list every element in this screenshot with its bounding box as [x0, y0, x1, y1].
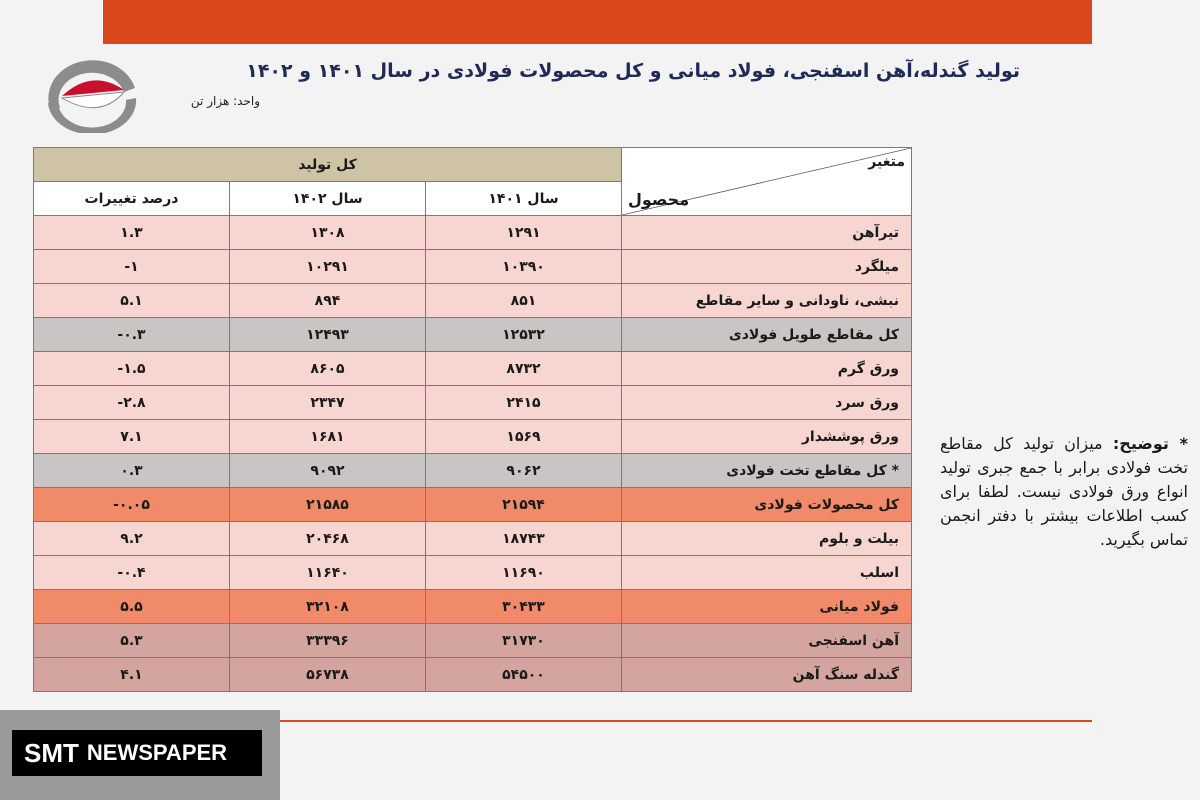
row-product-name: * کل مقاطع تخت فولادی	[622, 454, 912, 488]
table-row	[34, 386, 912, 420]
row-product-name: تیرآهن	[622, 216, 912, 250]
table-corner-header	[622, 148, 912, 216]
column-header-1401: سال ۱۴۰۱	[426, 182, 622, 216]
row-product-name: اسلب	[622, 556, 912, 590]
table-row	[34, 318, 912, 352]
row-value-1402: ۱۰۲۹۱	[230, 250, 426, 284]
table-row	[34, 624, 912, 658]
table-row	[34, 420, 912, 454]
row-change-percent: ۱.۳	[34, 216, 230, 250]
row-value-1401: ۱۰۳۹۰	[426, 250, 622, 284]
row-value-1402: ۱۲۴۹۳	[230, 318, 426, 352]
column-header-change: درصد تغییرات	[34, 182, 230, 216]
row-value-1402: ۲۰۴۶۸	[230, 522, 426, 556]
row-change-percent: ۲.۸-	[34, 386, 230, 420]
table-row	[34, 250, 912, 284]
row-change-percent: ۹.۲	[34, 522, 230, 556]
row-value-1401: ۸۷۳۲	[426, 352, 622, 386]
table-row	[34, 216, 912, 250]
table-row	[34, 488, 912, 522]
row-change-percent: ۰.۰۵-	[34, 488, 230, 522]
corner-variable-label: متغیر	[868, 154, 905, 170]
note-label: * توضیح:	[1112, 434, 1188, 453]
page-title: تولید گندله،آهن اسفنجی، فولاد میانی و کل محصولات فولادی در سال ۱۴۰۱ و ۱۴۰۲	[246, 60, 1020, 82]
row-value-1401: ۹۰۶۲	[426, 454, 622, 488]
row-change-percent: ۰.۳	[34, 454, 230, 488]
row-value-1401: ۲۴۱۵	[426, 386, 622, 420]
row-product-name: ورق پوششدار	[622, 420, 912, 454]
row-change-percent: ۱.۵-	[34, 352, 230, 386]
row-value-1402: ۹۰۹۲	[230, 454, 426, 488]
row-value-1402: ۱۶۸۱	[230, 420, 426, 454]
row-product-name: نبشی، ناودانی و سایر مقاطع	[622, 284, 912, 318]
row-change-percent: ۰.۴-	[34, 556, 230, 590]
row-value-1401: ۲۱۵۹۴	[426, 488, 622, 522]
row-product-name: ورق سرد	[622, 386, 912, 420]
row-product-name: میلگرد	[622, 250, 912, 284]
row-product-name: بیلت و بلوم	[622, 522, 912, 556]
top-banner	[103, 0, 1092, 44]
production-table	[33, 147, 912, 692]
row-product-name: کل محصولات فولادی	[622, 488, 912, 522]
row-value-1402: ۵۶۷۳۸	[230, 658, 426, 692]
row-value-1401: ۳۰۴۳۳	[426, 590, 622, 624]
table-row	[34, 658, 912, 692]
row-product-name: آهن اسفنجی	[622, 624, 912, 658]
row-value-1402: ۱۳۰۸	[230, 216, 426, 250]
brand-newspaper: NEWSPAPER	[86, 740, 228, 765]
table-row	[34, 352, 912, 386]
row-value-1401: ۱۲۹۱	[426, 216, 622, 250]
row-value-1402: ۳۲۱۰۸	[230, 590, 426, 624]
group-header-total-production: کل تولید	[34, 148, 622, 182]
table-row	[34, 454, 912, 488]
row-change-percent: ۵.۳	[34, 624, 230, 658]
association-logo	[40, 58, 145, 133]
row-change-percent: ۵.۵	[34, 590, 230, 624]
row-value-1401: ۱۵۶۹	[426, 420, 622, 454]
row-value-1401: ۱۱۶۹۰	[426, 556, 622, 590]
table-row	[34, 284, 912, 318]
row-value-1402: ۸۹۴	[230, 284, 426, 318]
table-row	[34, 522, 912, 556]
row-change-percent: ۱-	[34, 250, 230, 284]
row-value-1402: ۱۱۶۴۰	[230, 556, 426, 590]
table-row	[34, 556, 912, 590]
row-change-percent: ۵.۱	[34, 284, 230, 318]
row-value-1401: ۱۲۵۳۲	[426, 318, 622, 352]
row-value-1402: ۸۶۰۵	[230, 352, 426, 386]
row-change-percent: ۷.۱	[34, 420, 230, 454]
row-value-1401: ۱۸۷۴۳	[426, 522, 622, 556]
row-product-name: کل مقاطع طویل فولادی	[622, 318, 912, 352]
column-header-1402: سال ۱۴۰۲	[230, 182, 426, 216]
row-value-1402: ۲۳۴۷	[230, 386, 426, 420]
row-value-1401: ۳۱۷۳۰	[426, 624, 622, 658]
row-value-1402: ۳۳۳۹۶	[230, 624, 426, 658]
brand-smt: SMT	[24, 737, 79, 768]
row-value-1401: ۸۵۱	[426, 284, 622, 318]
row-product-name: گندله سنگ آهن	[622, 658, 912, 692]
row-change-percent: ۰.۳-	[34, 318, 230, 352]
row-product-name: فولاد میانی	[622, 590, 912, 624]
row-value-1401: ۵۴۵۰۰	[426, 658, 622, 692]
brand-watermark	[12, 730, 262, 776]
explanation-note	[940, 432, 1188, 552]
unit-note: واحد: هزار تن	[190, 94, 260, 108]
row-change-percent: ۴.۱	[34, 658, 230, 692]
row-value-1402: ۲۱۵۸۵	[230, 488, 426, 522]
row-product-name: ورق گرم	[622, 352, 912, 386]
note-text: میزان تولید کل مقاطع تخت فولادی برابر با جمع جبری تولید انواع ورق فولادی نیست. لطفا برای کسب اطلاعات بیشتر با دفتر انجمن تماس بگیرید.	[940, 434, 1188, 549]
table-row	[34, 590, 912, 624]
corner-product-label: محصول	[628, 190, 690, 209]
